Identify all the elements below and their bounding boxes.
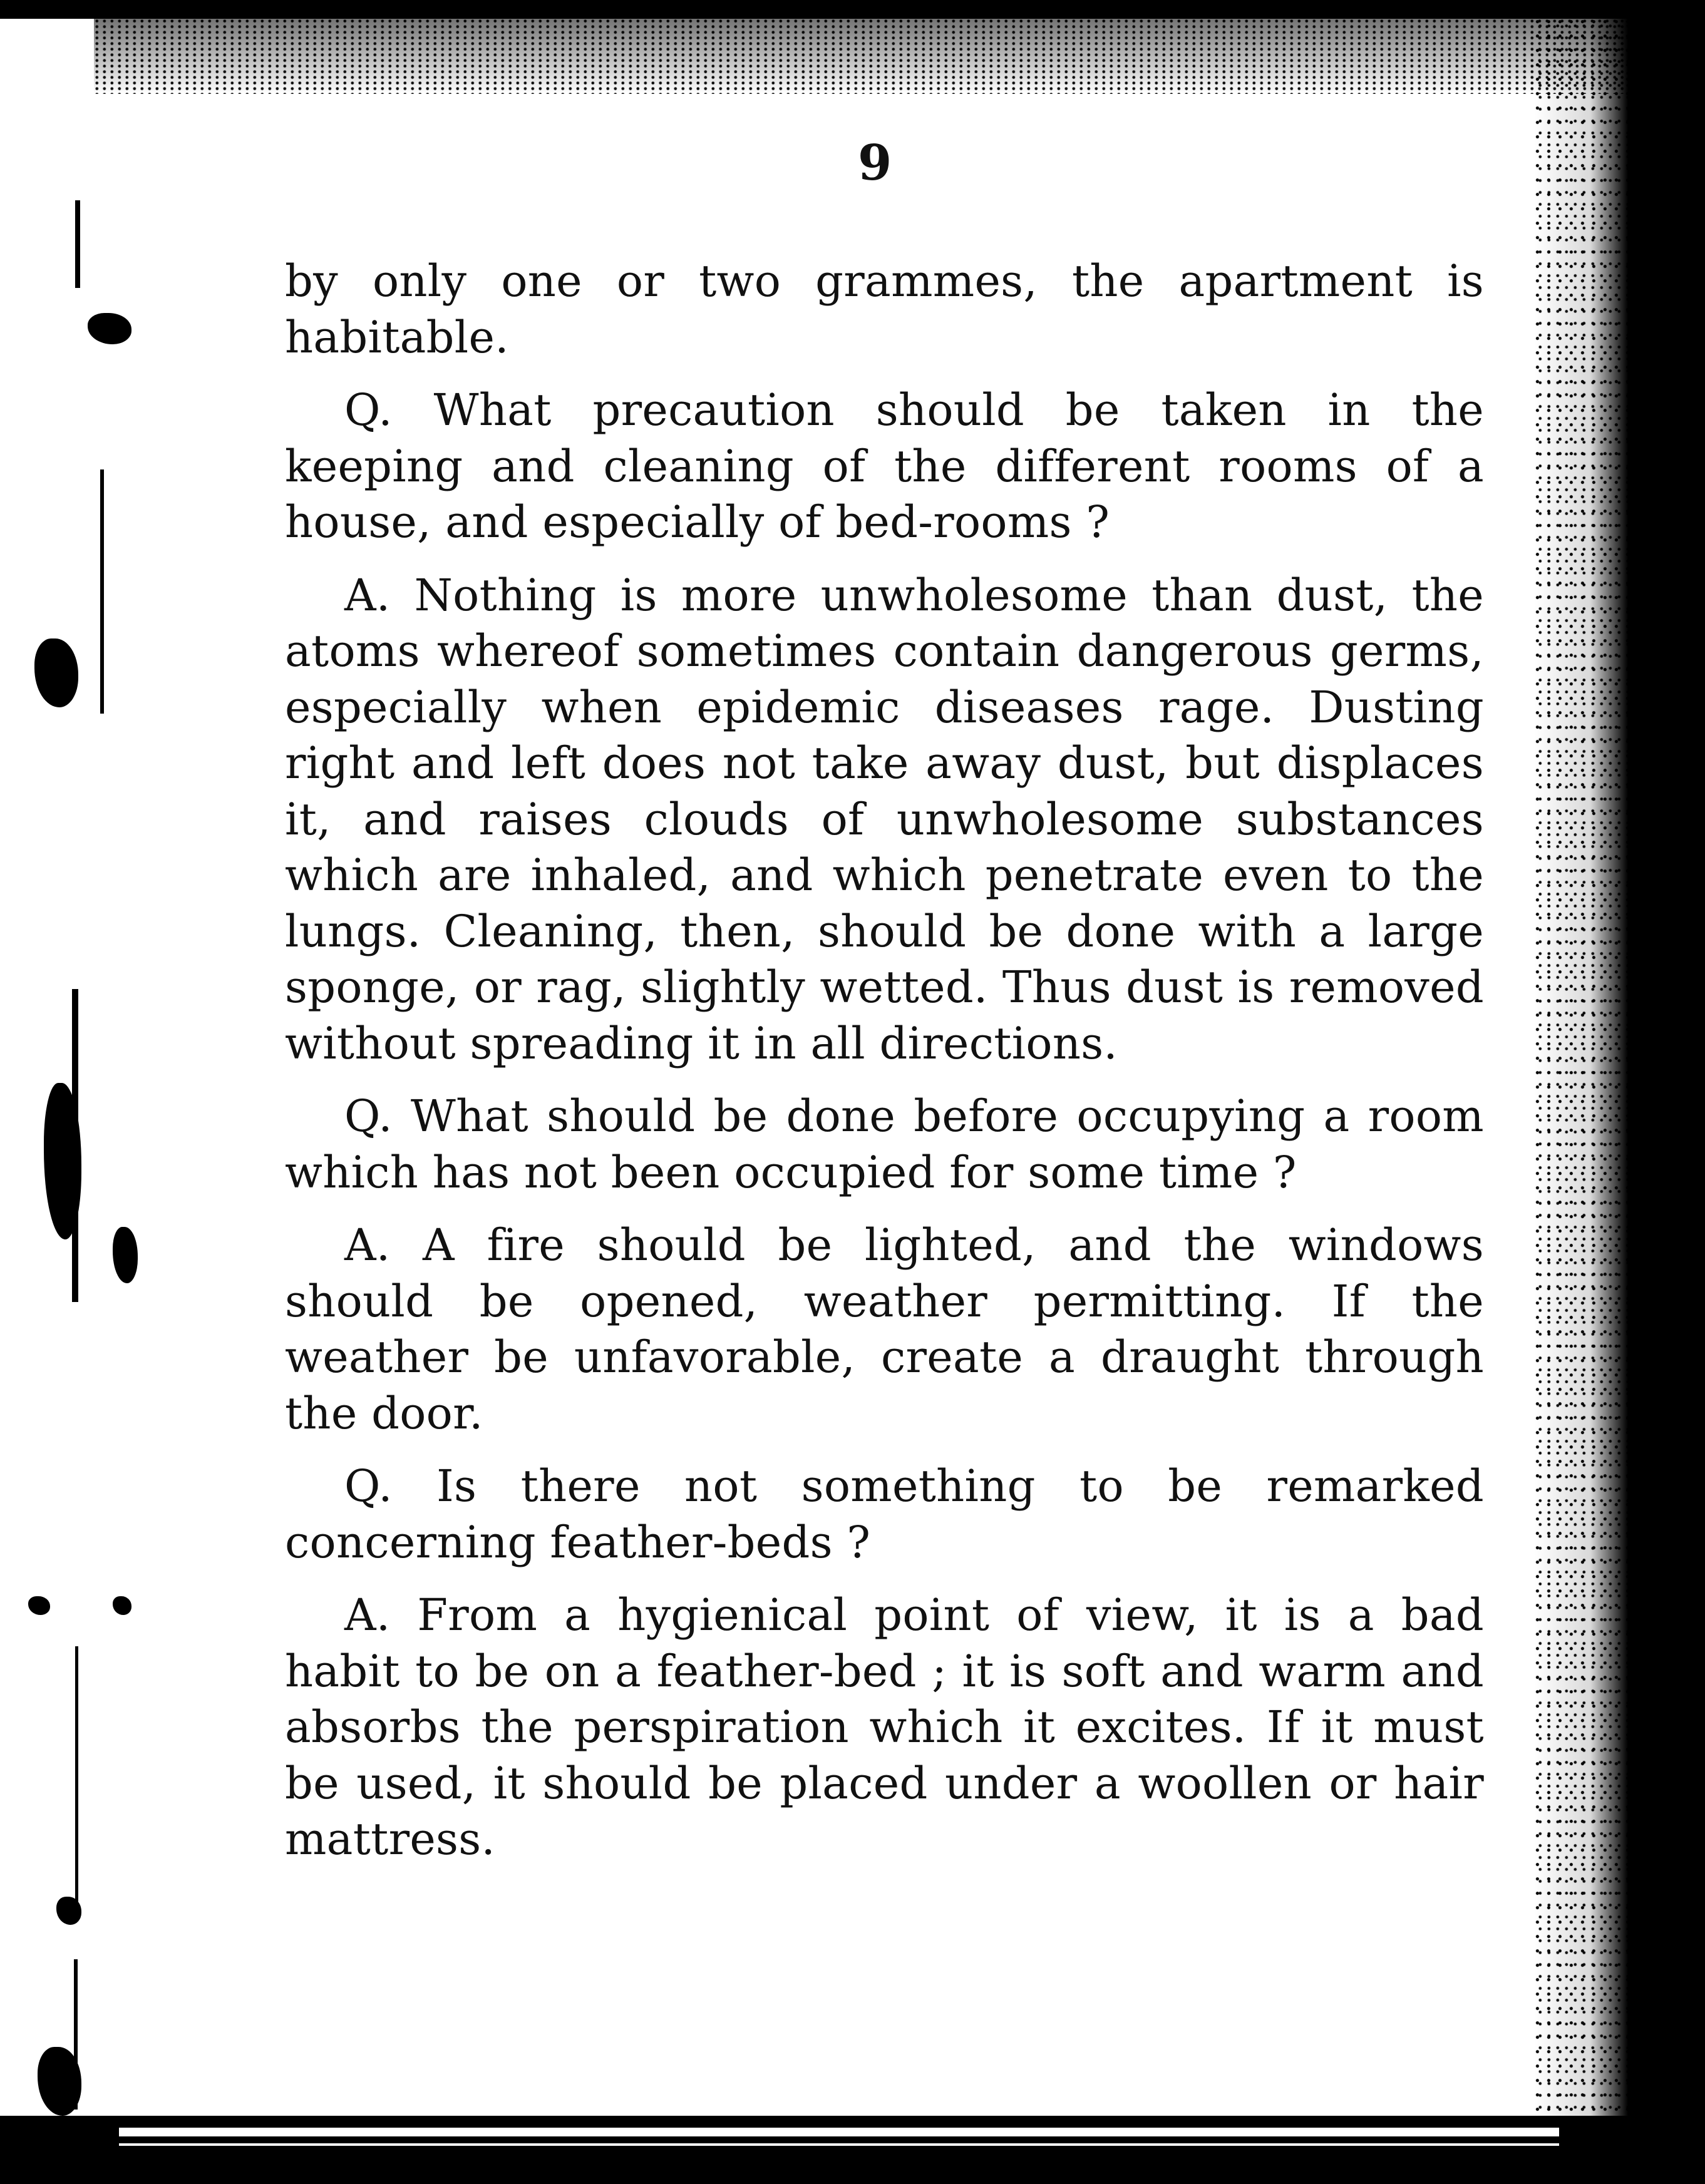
paragraph-continuation: by only one or two grammes, the apartment is habitable.: [285, 255, 1484, 363]
question-paragraph: Q. What should be done before occupying a room which has not been occupied for some time ?: [285, 1090, 1484, 1198]
page-right-torn-edge: [1534, 19, 1628, 2116]
answer-paragraph: A. Nothing is more unwholesome than dust, the atoms whereof sometimes contain dangerous germs, especially when epidemic diseases rage. Dusting right and left does not take away dust, but displaces it, and raises clouds of unwholesome substances which are inhaled, and which penetrate even to the lungs. Cleaning, then, should be done with a large sponge, or rag, slightly wetted. Thus dust is removed without spreading it in all directions.: [285, 569, 1484, 1069]
ink-blot: [34, 638, 78, 707]
bottom-rule: [119, 2126, 1559, 2138]
answer-paragraph: A. A fire should be lighted, and the windows should be opened, weather permitting. If the weather be unfavorable, create a draught through the door.: [285, 1219, 1484, 1439]
body-text: [285, 254, 1484, 1885]
ink-blot: [56, 1897, 81, 1925]
page-number: 9: [858, 135, 892, 192]
bottom-rule-highlight: [119, 2143, 1559, 2146]
ink-blot: [38, 2047, 81, 2116]
ink-blot: [88, 313, 131, 344]
ink-blot: [28, 1596, 50, 1615]
ink-blot: [113, 1227, 138, 1283]
gutter-mark: [75, 200, 80, 288]
binding-gutter: [0, 19, 163, 2116]
question-paragraph: Q. What precaution should be taken in the keeping and cleaning of the different rooms of a house, and especially of bed-rooms ?: [285, 384, 1484, 548]
gutter-mark: [75, 1646, 78, 1909]
page-top-edge-shadow: [94, 19, 1628, 94]
question-paragraph: Q. Is there not something to be remarked concerning feather-beds ?: [285, 1460, 1484, 1568]
answer-paragraph: A. From a hygienical point of view, it is a bad habit to be on a feather-bed ; it is soft and warm and absorbs the perspiration which it excites. If it must be used, it should be placed under a woollen or hair mattress.: [285, 1589, 1484, 1865]
book-page: [0, 19, 1628, 2116]
gutter-mark: [100, 469, 104, 714]
ink-blot: [113, 1596, 131, 1615]
